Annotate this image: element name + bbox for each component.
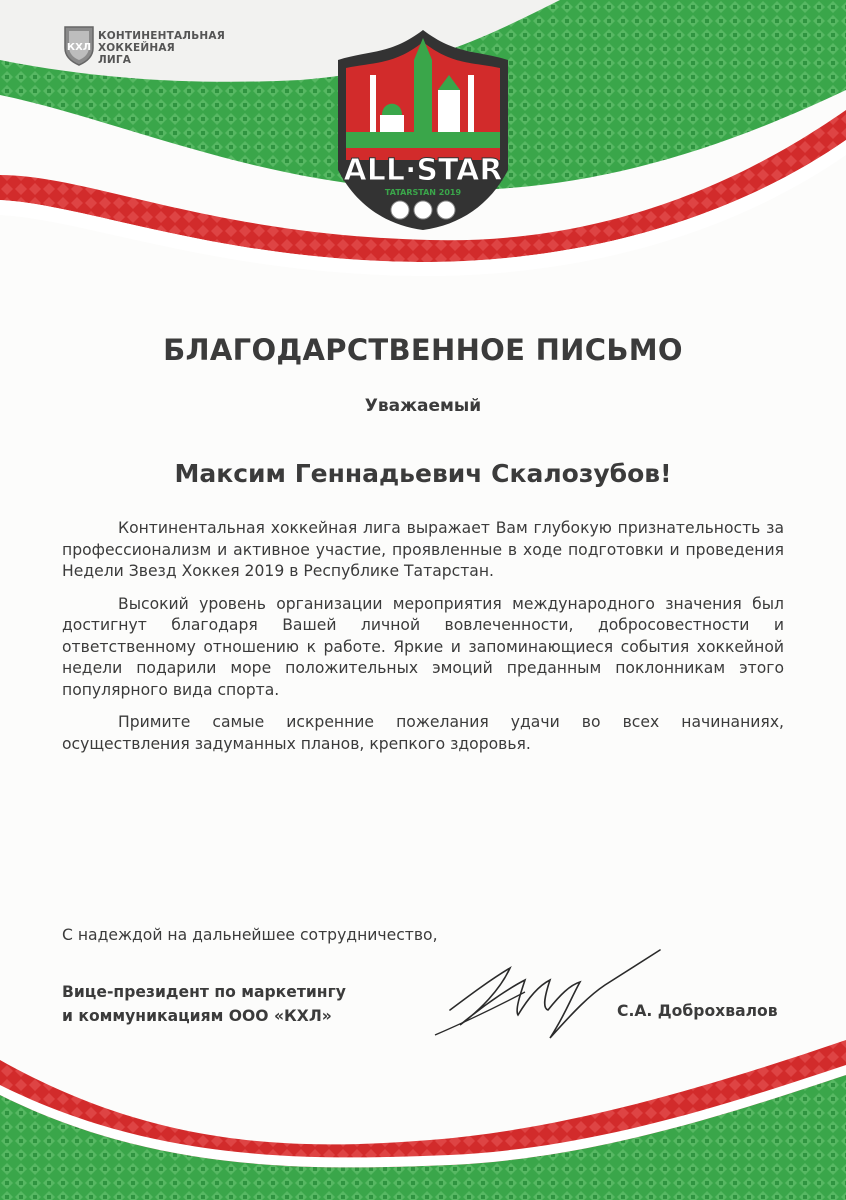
position-line: Вице-президент по маркетингу bbox=[62, 983, 346, 1001]
salutation: Уважаемый bbox=[364, 396, 482, 416]
league-badge-icon bbox=[414, 201, 432, 219]
letter-title: БЛАГОДАРСТВЕННОЕ ПИСЬМО bbox=[163, 333, 683, 367]
org-name bbox=[98, 30, 225, 66]
recipient-name: Максим Геннадьевич Скалозубов! bbox=[174, 459, 672, 488]
body-paragraph: Примите самые искренние пожелания удачи во всех начинаниях, осуществления задуманных планов, крепкого здоровья. bbox=[62, 713, 784, 753]
signer-name: С.А. Доброхвалов bbox=[617, 1002, 778, 1020]
khl-letters: КХЛ bbox=[66, 42, 92, 53]
position-line: и коммуникациям ООО «КХЛ» bbox=[62, 1007, 332, 1025]
body-paragraph: Высокий уровень организации мероприятия международного значения был достигнут благодаря Вашей личной вовлеченности, добросовестности и ответственному отношению к работе. Яркие и запоминающиеся события хоккейной недели подарили море положительных эмоций преданным поклонникам этого популярного вида спорта. bbox=[62, 594, 784, 699]
handwritten-signature bbox=[430, 940, 670, 1050]
signer-position bbox=[62, 980, 346, 1028]
body-paragraph: Континентальная хоккейная лига выражает Вам глубокую признательность за профессионализм и активное участие, проявленные в ходе подготовки и проведения Недели Звезд Хоккея 2019 в Республике Татарстан. bbox=[62, 519, 784, 580]
letter-body bbox=[62, 518, 784, 766]
org-name-line: ЛИГА bbox=[98, 54, 132, 66]
all-star-logo bbox=[330, 20, 516, 232]
org-name-line: ХОККЕЙНАЯ bbox=[98, 42, 175, 54]
org-name-line: КОНТИНЕНТАЛЬНАЯ bbox=[98, 30, 226, 42]
all-star-subtext: TATARSTAN 2019 bbox=[384, 188, 462, 197]
league-badge-icon bbox=[437, 201, 455, 219]
khl-shield-icon bbox=[62, 24, 96, 66]
all-star-text: ALL·STAR bbox=[343, 153, 503, 188]
league-badge-icon bbox=[391, 201, 409, 219]
closing-line: С надеждой на дальнейшее сотрудничество, bbox=[62, 926, 438, 944]
